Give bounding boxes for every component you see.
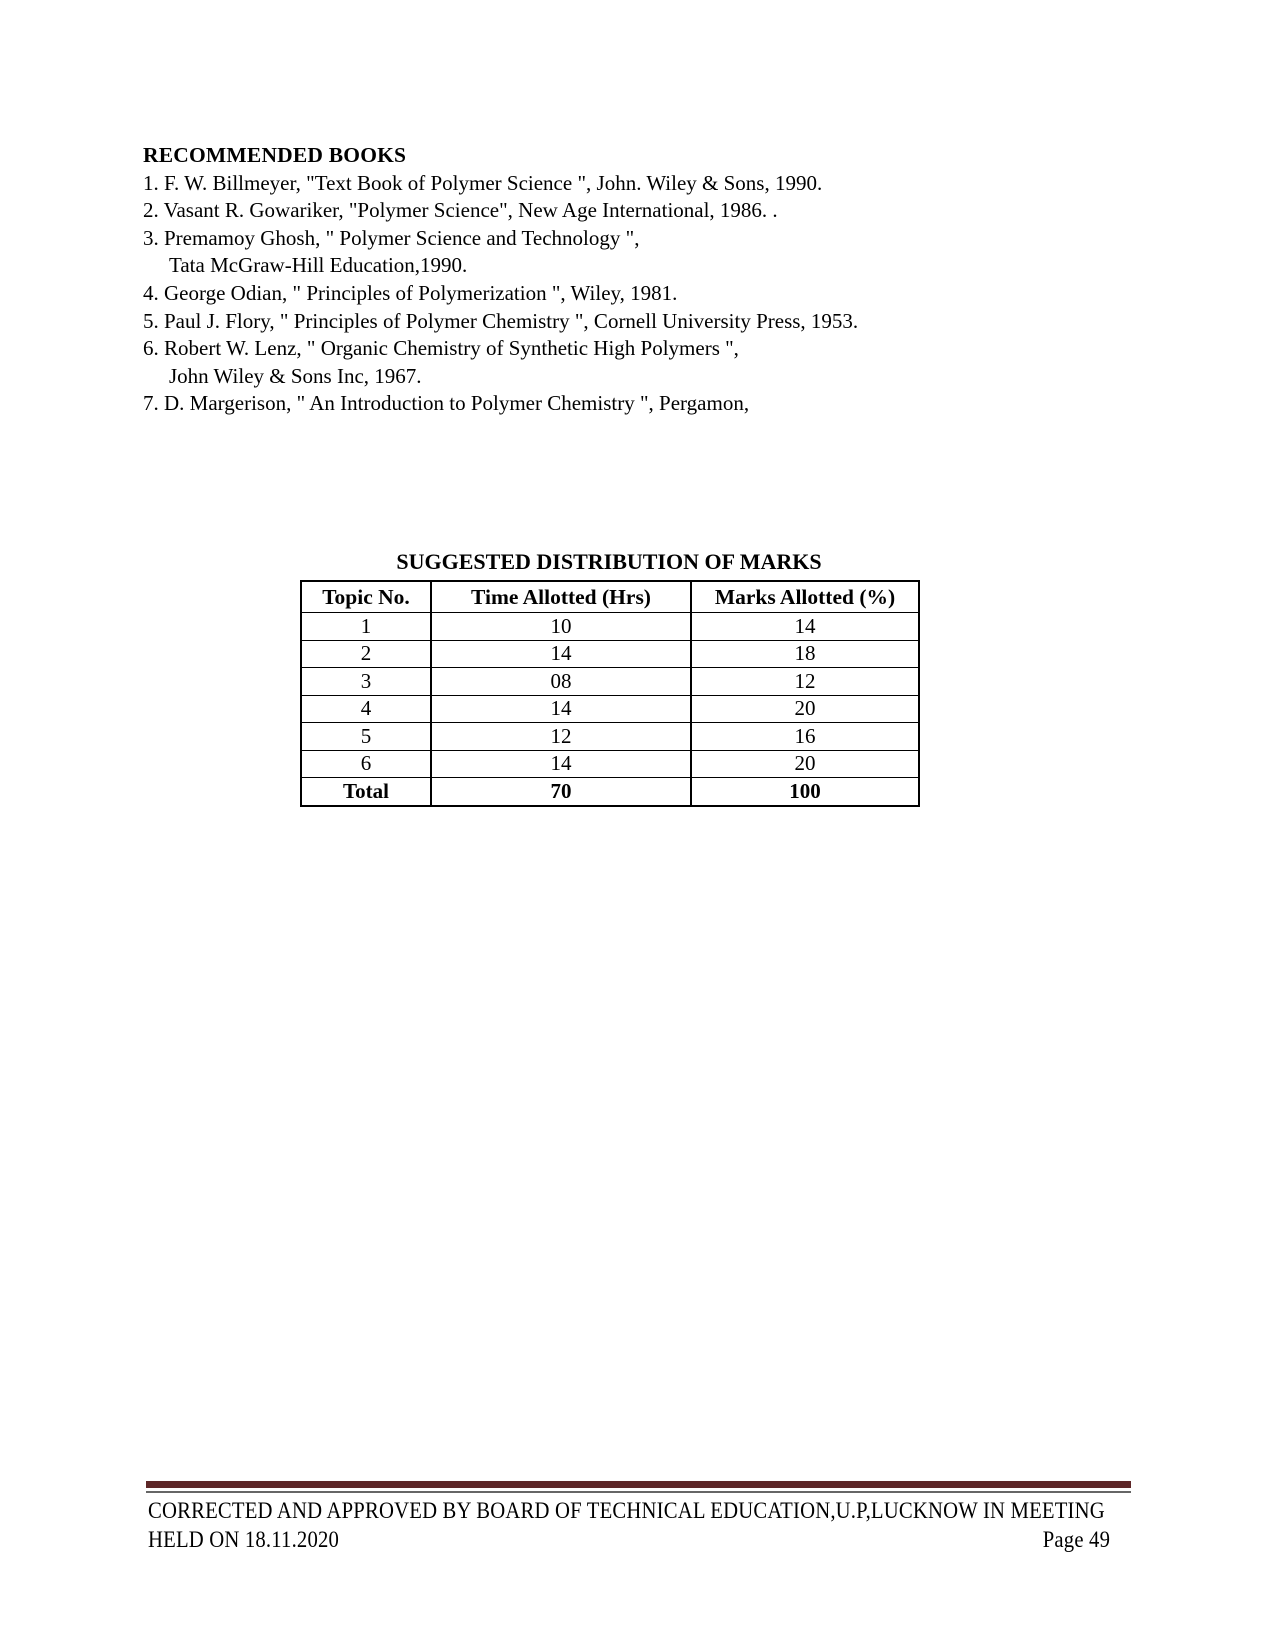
table-row <box>301 750 919 778</box>
cell-topic: 1 <box>301 613 431 641</box>
cell-marks: 18 <box>691 640 919 668</box>
cell-topic: 6 <box>301 750 431 778</box>
cell-time: 14 <box>431 695 691 723</box>
marks-table-title: SUGGESTED DISTRIBUTION OF MARKS <box>396 549 822 574</box>
col-header-marks-allotted: Marks Allotted (%) <box>691 581 919 613</box>
book-list-item: 1. F. W. Billmeyer, "Text Book of Polymer Science ", John. Wiley & Sons, 1990. <box>143 170 823 195</box>
recommended-books-section <box>143 142 1143 418</box>
footer-accent-bar <box>146 1481 1131 1488</box>
marks-distribution-table <box>300 580 920 807</box>
table-header-row <box>301 581 919 613</box>
book-list-item: 6. Robert W. Lenz, " Organic Chemistry of Synthetic High Polymers ", <box>143 336 739 361</box>
cell-marks: 16 <box>691 723 919 751</box>
book-list-item: 3. Premamoy Ghosh, " Polymer Science and Technology ", <box>143 225 640 250</box>
table-row <box>301 613 919 641</box>
table-row <box>301 668 919 696</box>
cell-topic: 4 <box>301 695 431 723</box>
book-list-item-continuation: John Wiley & Sons Inc, 1967. <box>169 363 422 388</box>
book-list-item-continuation: Tata McGraw-Hill Education,1990. <box>169 253 468 278</box>
section-heading: RECOMMENDED BOOKS <box>143 143 407 167</box>
cell-time: 14 <box>431 640 691 668</box>
cell-time: 10 <box>431 613 691 641</box>
table-total-row <box>301 778 919 806</box>
cell-total-label: Total <box>301 778 431 806</box>
book-list-item: 7. D. Margerison, " An Introduction to Polymer Chemistry ", Pergamon, <box>143 391 750 416</box>
cell-time: 12 <box>431 723 691 751</box>
cell-total-time: 70 <box>431 778 691 806</box>
cell-time: 08 <box>431 668 691 696</box>
cell-topic: 5 <box>301 723 431 751</box>
cell-topic: 2 <box>301 640 431 668</box>
col-header-time-allotted: Time Allotted (Hrs) <box>431 581 691 613</box>
cell-marks: 20 <box>691 750 919 778</box>
book-list-item: 4. George Odian, " Principles of Polymerization ", Wiley, 1981. <box>143 280 678 305</box>
footer-held-on-text: HELD ON 18.11.2020 <box>148 1527 340 1552</box>
page-footer <box>148 1497 1110 1554</box>
cell-marks: 12 <box>691 668 919 696</box>
cell-marks: 14 <box>691 613 919 641</box>
table-row <box>301 723 919 751</box>
cell-total-marks: 100 <box>691 778 919 806</box>
cell-marks: 20 <box>691 695 919 723</box>
cell-topic: 3 <box>301 668 431 696</box>
book-list-item: 2. Vasant R. Gowariker, "Polymer Science", New Age International, 1986. . <box>143 198 778 223</box>
table-row <box>301 695 919 723</box>
book-list-item: 5. Paul J. Flory, " Principles of Polymer Chemistry ", Cornell University Press, 1953. <box>143 308 859 333</box>
footer-approval-text: CORRECTED AND APPROVED BY BOARD OF TECHNICAL EDUCATION,U.P,LUCKNOW IN MEETING <box>148 1498 1105 1523</box>
footer-divider-line <box>146 1491 1131 1493</box>
cell-time: 14 <box>431 750 691 778</box>
table-row <box>301 640 919 668</box>
col-header-topic-no: Topic No. <box>301 581 431 613</box>
footer-page-number: Page 49 <box>1042 1527 1111 1552</box>
